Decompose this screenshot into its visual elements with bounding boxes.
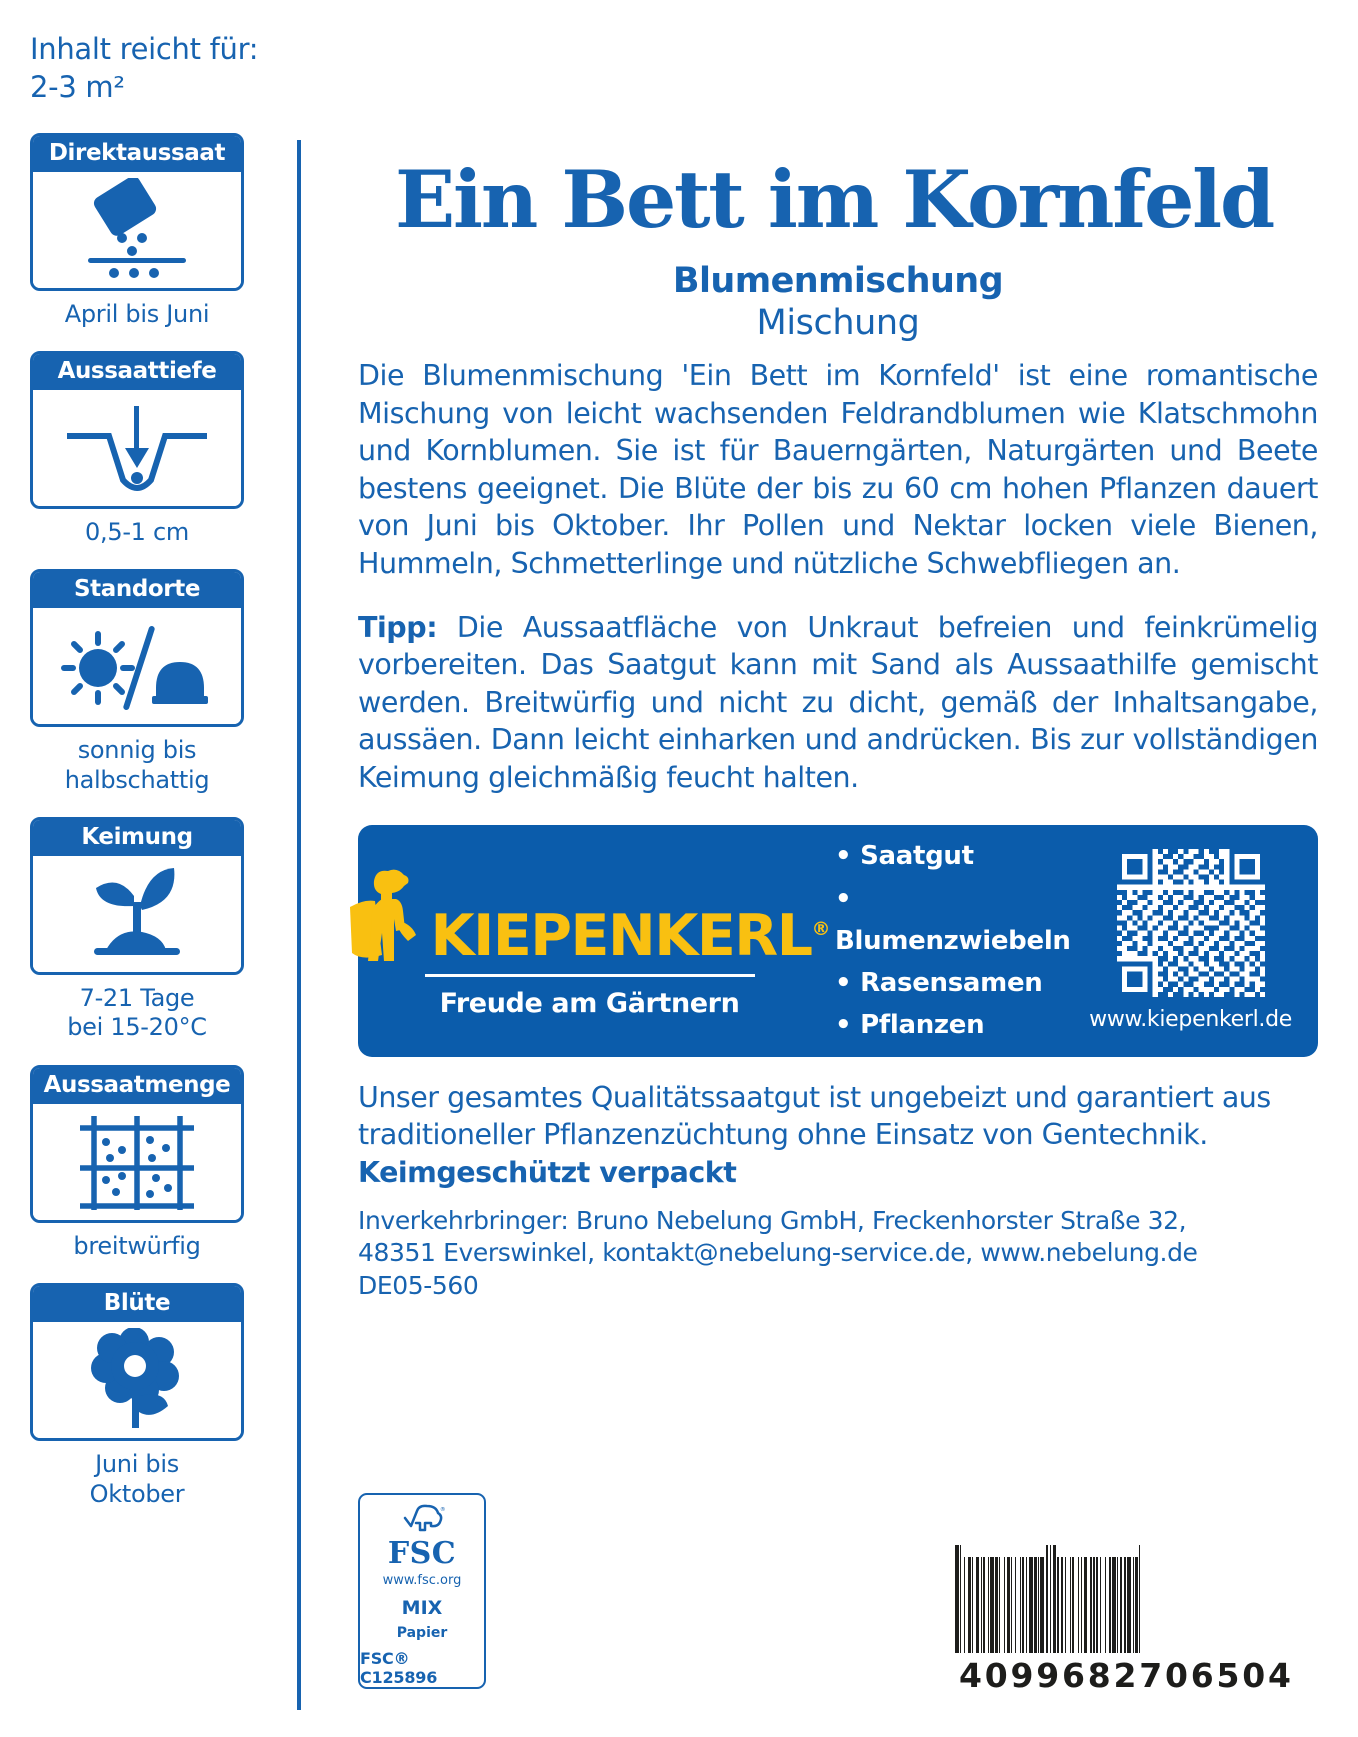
barcode-block bbox=[955, 1545, 1295, 1695]
icon-card bbox=[30, 1283, 244, 1441]
broadcast-grid-icon bbox=[33, 1104, 241, 1220]
fsc-url: www.fsc.org bbox=[382, 1573, 462, 1588]
icon-block-aussaattiefe bbox=[30, 351, 275, 547]
tip-text: Die Aussaatfläche von Unkraut befreien und feinkrümelig vorbereiten. Das Saatgut kann mit Sand als Aussaathilfe gemischt werden. Breitwürfig und nicht zu dicht, gemäß der Inhaltsangabe, aussäen. Dann leicht einharken und andrücken. Bis zur vollständigen Keimung gleichmäßig feucht halten. bbox=[358, 610, 1318, 795]
brand-tagline: Freude am Gärtnern bbox=[439, 987, 740, 1019]
icon-card-caption: 0,5-1 cm bbox=[85, 518, 189, 547]
icon-block-standorte bbox=[30, 569, 275, 795]
fsc-material-label: Papier bbox=[396, 1625, 448, 1641]
tip-paragraph bbox=[358, 609, 1318, 797]
barcode-digit: 6 bbox=[1062, 1656, 1085, 1695]
main-content bbox=[358, 153, 1318, 1302]
fsc-tree-checkmark-icon bbox=[376, 1504, 468, 1534]
imprint-block bbox=[358, 1205, 1318, 1303]
registered-icon: ® bbox=[811, 918, 831, 941]
icon-card-title: Keimung bbox=[33, 820, 241, 856]
list-item: • Rasensamen bbox=[835, 967, 1043, 998]
fsc-mix-label: MIX bbox=[401, 1597, 443, 1619]
ean13-barcode-icon bbox=[955, 1545, 1295, 1653]
barcode-digit: 9 bbox=[1010, 1656, 1034, 1695]
barcode-digit: 0 bbox=[984, 1656, 1008, 1695]
sun-cloud-icon bbox=[33, 608, 241, 724]
svg-text:®: ® bbox=[440, 1507, 446, 1513]
icon-card bbox=[30, 569, 244, 727]
tip-label: Tipp: bbox=[358, 610, 438, 644]
barcode-digit: 9 bbox=[1036, 1656, 1060, 1695]
quality-statement: Unser gesamtes Qualitätssaatgut ist ungebeizt und garantiert aus traditioneller Pflanzenzüchtung ohne Einsatz von Gentechnik. bbox=[358, 1080, 1271, 1152]
qr-url-label: www.kiepenkerl.de bbox=[1089, 1007, 1292, 1033]
product-description: Die Blumenmischung 'Ein Bett im Kornfeld' ist eine romantische Mischung von leicht wachsenden Feldrandblumen wie Klatschmohn und Kornblumen. Sie ist für Bauerngärten, Naturgärten und Beete bestens geeignet. Die Blüte der bis zu 60 cm hohen Pflanzen dauert von Juni bis Oktober. Ihr Pollen und Nektar locken viele Bienen, Hummeln, Schmetterlinge und nützliche Schwebfliegen an. bbox=[358, 359, 1318, 581]
brand-wordmark: KIEPENKERL® bbox=[430, 903, 831, 970]
icon-card-title: Aussaatmenge bbox=[33, 1068, 241, 1104]
list-item: • Pflanzen bbox=[835, 1009, 985, 1040]
barcode-digit: 4 bbox=[1268, 1656, 1291, 1695]
fsc-wordmark: FSC bbox=[387, 1536, 457, 1571]
icon-card-title: Direktaussaat bbox=[33, 136, 241, 172]
list-item: • Blumenzwiebeln bbox=[835, 883, 1071, 956]
brand-divider bbox=[425, 974, 755, 977]
imprint-line: 48351 Everswinkel, kontakt@nebelung-service.de, www.nebelung.de bbox=[358, 1238, 1198, 1268]
icon-card bbox=[30, 133, 244, 291]
brand-product-list bbox=[835, 835, 1089, 1046]
barcode-digit: 0 bbox=[1242, 1656, 1266, 1695]
icon-card-caption: Juni bis Oktober bbox=[89, 1450, 185, 1508]
page-title: Ein Bett im Kornfeld bbox=[395, 153, 1273, 246]
kiepenkerl-man-icon bbox=[348, 863, 420, 961]
barcode-digit: 5 bbox=[1216, 1656, 1240, 1695]
icon-block-bluete bbox=[30, 1283, 275, 1509]
vertical-divider bbox=[297, 140, 301, 1710]
coverage-value: 2-3 m² bbox=[30, 70, 125, 105]
icon-block-keimung bbox=[30, 817, 275, 1043]
qr-code-icon[interactable] bbox=[1117, 849, 1265, 997]
brand-logo-row bbox=[348, 863, 831, 970]
barcode-digit: 2 bbox=[1113, 1656, 1137, 1695]
icon-card-title: Standorte bbox=[33, 572, 241, 608]
sowing-depth-icon bbox=[33, 390, 241, 506]
list-item: • Saatgut bbox=[835, 841, 974, 872]
icon-block-aussaatmenge bbox=[30, 1065, 275, 1261]
imprint-line: DE05-560 bbox=[358, 1270, 479, 1300]
imprint-line: Inverkehrbringer: Bruno Nebelung GmbH, Freckenhorster Straße 32, bbox=[358, 1205, 1187, 1235]
icon-card-title: Blüte bbox=[33, 1286, 241, 1322]
icon-card-caption: sonnig bis halbschattig bbox=[64, 736, 210, 794]
flower-icon bbox=[33, 1322, 241, 1438]
icon-block-direktaussaat bbox=[30, 133, 275, 329]
seed-sowing-icon bbox=[33, 172, 241, 288]
barcode-number bbox=[955, 1656, 1295, 1695]
barcode-digit: 8 bbox=[1087, 1656, 1111, 1695]
icon-card-caption: 7-21 Tage bei 15-20°C bbox=[67, 984, 207, 1042]
barcode-digit: 0 bbox=[1165, 1656, 1188, 1695]
fsc-license-code: FSC® C125896 bbox=[360, 1649, 438, 1687]
barcode-digit: 7 bbox=[1139, 1656, 1163, 1695]
brand-logo bbox=[392, 863, 831, 1019]
icon-card bbox=[30, 817, 244, 975]
icon-card-caption: breitwürfig bbox=[73, 1231, 201, 1260]
seedling-icon bbox=[33, 856, 241, 972]
subtitle-primary: Blumenmischung bbox=[672, 261, 1004, 301]
icon-card-title: Aussaattiefe bbox=[33, 354, 241, 390]
icon-card-caption: April bis Juni bbox=[64, 299, 210, 328]
coverage-label: Inhalt reicht für: bbox=[30, 32, 259, 66]
brand-banner bbox=[358, 825, 1318, 1057]
subtitle-secondary: Mischung bbox=[756, 303, 920, 343]
coverage-info bbox=[30, 30, 275, 107]
barcode-digit: 6 bbox=[1190, 1656, 1214, 1695]
fsc-certification-badge bbox=[358, 1493, 486, 1689]
packaging-note: Keimgeschützt verpackt bbox=[358, 1155, 737, 1189]
info-sidebar bbox=[30, 30, 275, 1509]
icon-card bbox=[30, 351, 244, 509]
qr-block bbox=[1089, 849, 1292, 1032]
barcode-digit: 4 bbox=[959, 1656, 982, 1695]
icon-card bbox=[30, 1065, 244, 1223]
